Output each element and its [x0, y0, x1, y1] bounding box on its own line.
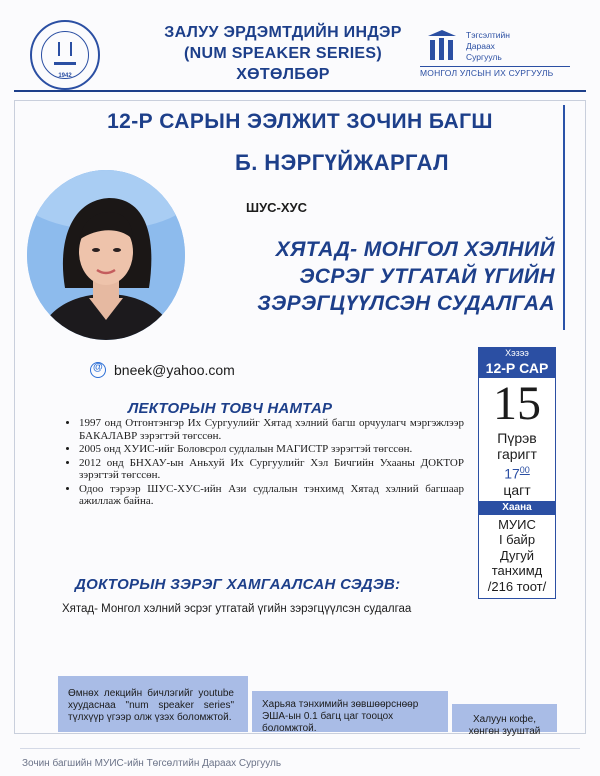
- speaker-email: [90, 362, 235, 378]
- event-time: [479, 462, 555, 482]
- topic-line1: ХЯТАД- МОНГОЛ ХЭЛНИЙ: [275, 238, 555, 261]
- video-info-box: Өмнөх лекцийн бичлэгийг youtube хуудаснаа "num speaker series" түлхүүр үгээр олж үзэх боломжтой.: [58, 676, 248, 732]
- university-name: МОНГОЛ УЛСЫН ИХ СУРГУУЛЬ: [420, 66, 570, 78]
- graduate-school-logo: [420, 28, 570, 80]
- when-label: Хэзээ: [505, 348, 529, 358]
- building-icon: [54, 46, 76, 65]
- event-month: 12-Р САР: [485, 360, 549, 376]
- thesis-text: Хятад- Монгол хэлний эсрэг утгатай үгийн зэрэгцүүлсэн судалгаа: [62, 603, 412, 615]
- where-label: Хаана: [478, 501, 556, 515]
- weekday-line2: гаригт: [497, 446, 537, 462]
- speaker-organization: ШУС-ХУС: [246, 200, 308, 215]
- footer-divider: [20, 748, 580, 749]
- event-day: 15: [493, 377, 541, 430]
- logo-line3: Сургууль: [466, 52, 502, 62]
- university-seal-logo: [30, 20, 100, 90]
- accent-line: [563, 105, 565, 330]
- time-suffix: цагт: [503, 481, 531, 498]
- email-icon: [90, 362, 106, 378]
- refreshments-info-box: Халуун кофе, хөнгөн зууштай: [452, 704, 557, 732]
- time-hour: 17: [504, 465, 520, 482]
- topic-line2: ЭСРЭГ УТГАТАЙ ҮГИЙН: [299, 265, 555, 288]
- bio-item: • 2005 онд ХУИС-ийг Боловсрол судлалын МАГИСТР зэрэгтэй төгссөн.: [79, 443, 464, 456]
- venue-line2: I байр: [498, 532, 536, 548]
- logo-line2: Дараах: [466, 41, 495, 51]
- bio-heading: ЛЕКТОРЫН ТОВЧ НАМТАР: [128, 400, 333, 417]
- date-block: [478, 378, 556, 501]
- logo-line1: Тэгсэлтийн: [466, 30, 510, 40]
- venue-line5: /216 тоот/: [487, 578, 547, 594]
- speaker-name: Б. НЭРГҮЙЖАРГАЛ: [235, 150, 449, 175]
- graduate-school-emblem-icon: [426, 30, 458, 60]
- speaker-photo: [27, 170, 185, 340]
- program-title-line3: ХӨТӨЛБӨР: [236, 66, 330, 83]
- lecture-topic: [250, 236, 555, 317]
- program-title-line2: (NUM SPEAKER SERIES): [183, 45, 383, 62]
- topic-line3: ЗЭРЭГЦҮҮЛСЭН СУДАЛГАА: [257, 292, 555, 315]
- time-minutes: 00: [519, 465, 530, 475]
- bio-list: [65, 417, 464, 509]
- program-title: [118, 22, 448, 85]
- event-headline: 12-Р САРЫН ЭЭЛЖИТ ЗОЧИН БАГШ: [107, 110, 493, 133]
- bio-item: • 2012 онд БНХАУ-ын Аньхуй Их Сургуулийг Хэл Бичгийн Ухааны ДОКТОР зэрэгтэй төгссөн.: [79, 457, 464, 482]
- graduate-school-name: [466, 30, 510, 63]
- email-address[interactable]: bneek@yahoo.com: [114, 362, 235, 378]
- seal-year: 1942: [58, 73, 72, 79]
- venue-line3: Дугуй: [499, 547, 535, 563]
- venue-line1: МУИС: [498, 516, 536, 532]
- venue-block: [478, 515, 556, 600]
- bio-item: • Одоо тэрээр ШУС-ХУС-ийн Ази судлалын тэнхимд Хятад хэлний багшаар ажиллаж байна.: [79, 483, 464, 508]
- weekday-line1: Пүрэв: [497, 430, 537, 446]
- credit-info-box: Харьяа тэнхимийн зөвшөөрснөөр ЭША-ын 0.1 багц цаг тооцох боломжтой.: [252, 691, 448, 732]
- seal-emblem: [41, 31, 89, 79]
- schedule-panel: [478, 347, 556, 599]
- bio-item: • 1997 онд Отгонтэнгэр Их Сургуулийг Хятад хэлний багш орчуулагч мэргэжлээр БАКАЛАВР зэрэгтэй төгссөн.: [79, 417, 464, 442]
- venue-line4: танхимд: [491, 563, 543, 579]
- thesis-heading: ДОКТОРЫН ЗЭРЭГ ХАМГААЛСАН СЭДЭВ:: [75, 576, 401, 593]
- when-header: [478, 347, 556, 378]
- footer-text: Зочин багшийн МУИС-ийн Төгсөлтийн Дараах Сургууль: [22, 758, 282, 769]
- program-title-line1: ЗАЛУУ ЭРДЭМТДИЙН ИНДЭР: [164, 24, 402, 41]
